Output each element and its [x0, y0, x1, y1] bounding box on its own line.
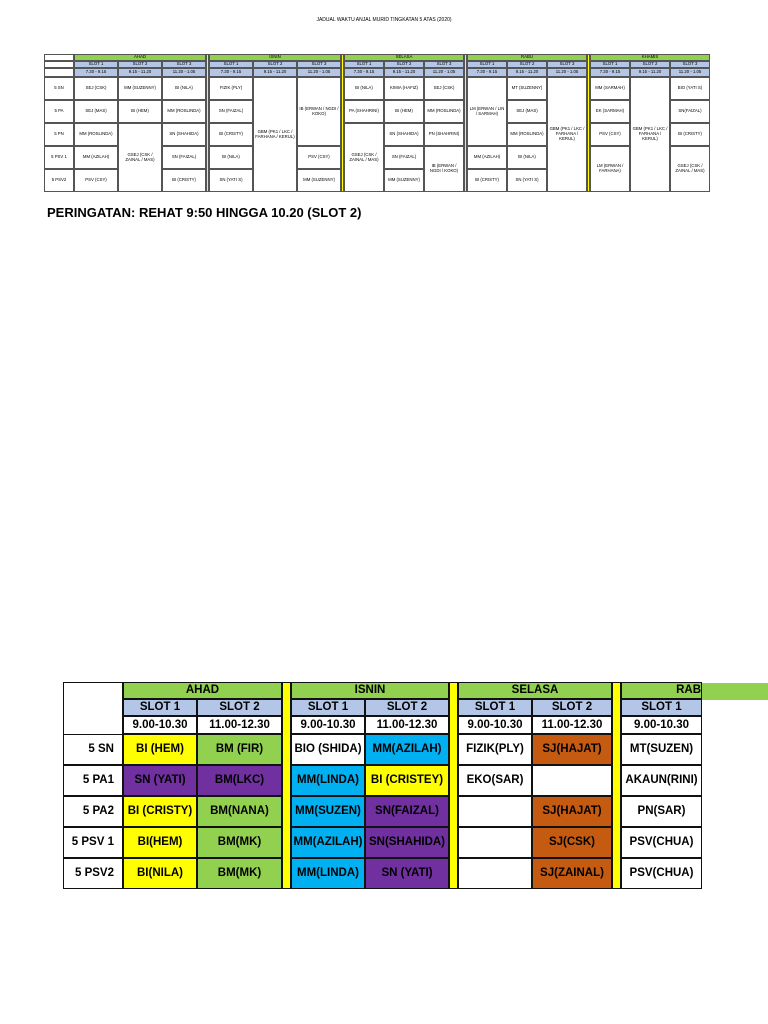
schedule-cell: LM (ERWAN / LIN / SARMAH) [467, 77, 507, 146]
slot-header: SLOT 3 [670, 61, 710, 68]
schedule-cell [458, 796, 532, 827]
schedule-cell: MM (ROSLINDA) [424, 100, 464, 123]
slot-header: SLOT 1 [590, 61, 630, 68]
schedule-cell: EKO(SAR) [458, 765, 532, 796]
schedule-cell: GBM (PK1 / LKC / FARHANA / KERUL) [630, 77, 670, 192]
time-header: 9.00-10.30 [123, 716, 197, 734]
schedule-cell: GSEJ (CSK / ZAINAL / MAS) [118, 123, 162, 192]
time-header: 7.30 - 9.15 [209, 68, 253, 77]
time-header: 7.30 - 9.15 [74, 68, 118, 77]
schedule-cell: FIZIK (PLY) [209, 77, 253, 100]
schedule-cell: SN(SHAHIDA) [365, 827, 449, 858]
schedule-cell: SN(FAIZAL) [365, 796, 449, 827]
schedule-cell: MM (SUZENNY) [384, 169, 424, 192]
class-label: 5 PA2 [63, 796, 123, 827]
schedule-cell: SN(FAIZAL) [670, 100, 710, 123]
day-header: RAB [621, 682, 702, 699]
slot-header: SLOT 1 [123, 699, 197, 716]
page-title: JADUAL WAKTU ANJAL MURID TINGKATAN 5 ATAS (2020) [316, 17, 452, 23]
slot-header: SLOT 2 [118, 61, 162, 68]
schedule-cell: EK (SARMAH) [590, 100, 630, 123]
schedule-cell: MM(SUZEN) [291, 796, 365, 827]
schedule-cell: MM (SUZENNY) [297, 169, 341, 192]
class-label: 5 PSV2 [63, 858, 123, 889]
schedule-cell: BI (NILA) [344, 77, 384, 100]
schedule-cell: BM(MK) [197, 827, 282, 858]
schedule-cell: SN (SHAHIDA) [384, 123, 424, 146]
slot-header: SLOT 2 [507, 61, 547, 68]
schedule-cell [532, 765, 612, 796]
schedule-cell: SN (FAIZAL) [162, 146, 206, 169]
slot-header: SLOT 1 [467, 61, 507, 68]
time-header: 11.20 - 1.05 [162, 68, 206, 77]
schedule-cell: BM(LKC) [197, 765, 282, 796]
time-header: 9.00-10.30 [291, 716, 365, 734]
corner-cell [63, 682, 123, 734]
schedule-cell: SN (FAIZAL) [384, 146, 424, 169]
schedule-cell: PN (SHAHRINI) [424, 123, 464, 146]
slot-header: SLOT 3 [424, 61, 464, 68]
class-label: 5 PN [44, 123, 74, 146]
schedule-cell: MT (SUZENNY) [507, 77, 547, 100]
corner-cell [44, 68, 74, 77]
schedule-cell: SEJ (CSK) [424, 77, 464, 100]
schedule-cell: FIZIK(PLY) [458, 734, 532, 765]
schedule-cell: PSV (CSY) [590, 123, 630, 146]
schedule-cell: BI (NILA) [209, 146, 253, 169]
slot-header: SLOT 2 [197, 699, 282, 716]
schedule-cell: SJ(HAJAT) [532, 796, 612, 827]
slot-header: SLOT 2 [253, 61, 297, 68]
schedule-cell [458, 858, 532, 889]
time-header: 9.15 - 11.20 [384, 68, 424, 77]
schedule-cell: BI (CRISTEY) [365, 765, 449, 796]
class-label: 5 PSV2 [44, 169, 74, 192]
schedule-cell: BI (HEM) [123, 734, 197, 765]
schedule-cell: IB (ERWAN / NGDI / KOKO) [424, 146, 464, 192]
schedule-cell: SN (FAIZAL) [209, 100, 253, 123]
schedule-cell: BM(MK) [197, 858, 282, 889]
class-label: 5 PA1 [63, 765, 123, 796]
time-header: 7.30 - 9.15 [590, 68, 630, 77]
schedule-cell: SJ(ZAINAL) [532, 858, 612, 889]
time-header: 9.00-10.30 [621, 716, 702, 734]
time-header: 9.00-10.30 [458, 716, 532, 734]
class-label: 5 SN [63, 734, 123, 765]
day-header: ISNIN [209, 54, 341, 61]
schedule-cell: BI (CRISTY) [670, 123, 710, 146]
schedule-cell: MM (SARMAH) [590, 77, 630, 100]
schedule-cell: MT(SUZEN) [621, 734, 702, 765]
time-header: 11.20 - 1.05 [297, 68, 341, 77]
corner-cell [44, 54, 74, 61]
day-header: AHAD [74, 54, 206, 61]
schedule-cell: MM(AZILAH) [365, 734, 449, 765]
day-separator [612, 682, 621, 889]
schedule-cell: MM (AZILAH) [74, 146, 118, 169]
slot-header: SLOT 3 [297, 61, 341, 68]
slot-header: SLOT 1 [344, 61, 384, 68]
schedule-cell: KIMIA (HAFIZ) [384, 77, 424, 100]
schedule-cell: LM (ERWAN / FARHANA) [590, 146, 630, 192]
timetable-large [63, 682, 702, 889]
schedule-cell: SN (YATI) [365, 858, 449, 889]
class-label: 5 PSV 1 [63, 827, 123, 858]
break-warning: PERINGATAN: REHAT 9:50 HINGGA 10.20 (SLOT 2) [47, 205, 362, 220]
day-header: KHAMIS [590, 54, 710, 61]
schedule-cell: PSV(CHUA) [621, 827, 702, 858]
schedule-cell: BI (CRISTY) [209, 123, 253, 146]
time-header: 9.15 - 11.20 [507, 68, 547, 77]
time-header: 11.00-12.30 [197, 716, 282, 734]
schedule-cell: GSEJ (CSK / ZAINAL / MAS) [670, 146, 710, 192]
schedule-cell: GBM (PK1 / LKC / FARHANA / KERUL) [547, 77, 587, 192]
schedule-cell: MM(AZILAH) [291, 827, 365, 858]
time-header: 9.15 - 11.20 [118, 68, 162, 77]
schedule-cell: BM(NANA) [197, 796, 282, 827]
day-header: RABU [467, 54, 587, 61]
time-header: 9.15 - 11.20 [630, 68, 670, 77]
schedule-cell: GSEJ (CSK / ZAINAL / MAS) [344, 123, 384, 192]
schedule-cell: SN (YATI S) [507, 169, 547, 192]
schedule-cell: MM (ROSLINDA) [507, 123, 547, 146]
slot-header: SLOT 2 [365, 699, 449, 716]
schedule-cell: BI (NILA) [507, 146, 547, 169]
slot-header: SLOT 2 [532, 699, 612, 716]
day-separator [449, 682, 458, 889]
schedule-cell: MM(LINDA) [291, 765, 365, 796]
time-header: 11.00-12.30 [532, 716, 612, 734]
day-header: AHAD [123, 682, 282, 699]
schedule-cell: SEJ (CSK) [74, 77, 118, 100]
timetable-small [44, 54, 710, 192]
slot-header: SLOT 2 [630, 61, 670, 68]
slot-header: SLOT 1 [458, 699, 532, 716]
schedule-cell: SJ(CSK) [532, 827, 612, 858]
schedule-cell: BI (HEM) [384, 100, 424, 123]
slot-header: SLOT 3 [162, 61, 206, 68]
schedule-cell: AKAUN(RINI) [621, 765, 702, 796]
schedule-cell [458, 827, 532, 858]
time-header: 7.30 - 9.15 [467, 68, 507, 77]
schedule-cell: MM (AZILAH) [467, 146, 507, 169]
schedule-cell: IB (ERWAN / NGDI / KOKO) [297, 77, 341, 146]
schedule-cell: PSV(CHUA) [621, 858, 702, 889]
schedule-cell: PN(SAR) [621, 796, 702, 827]
day-header: SELASA [458, 682, 612, 699]
schedule-cell: PSV (CSY) [74, 169, 118, 192]
slot-header: SLOT 3 [547, 61, 587, 68]
schedule-cell: MM (SUZENNY) [118, 77, 162, 100]
slot-header: SLOT 1 [291, 699, 365, 716]
class-label: 5 SN [44, 77, 74, 100]
schedule-cell: SN (YATI S) [209, 169, 253, 192]
schedule-cell: SJ(HAJAT) [532, 734, 612, 765]
schedule-cell: SEJ (MAS) [507, 100, 547, 123]
schedule-cell: PSV (CSY) [297, 146, 341, 169]
slot-header: SLOT 2 [384, 61, 424, 68]
time-header: 7.30 - 9.15 [344, 68, 384, 77]
schedule-cell: BI (NILA) [162, 77, 206, 100]
schedule-cell: BI(HEM) [123, 827, 197, 858]
schedule-cell: MM (ROSLINDA) [162, 100, 206, 123]
day-header: ISNIN [291, 682, 449, 699]
time-header: 11.20 - 1.05 [547, 68, 587, 77]
schedule-cell: BI (CRISTY) [123, 796, 197, 827]
day-separator [282, 682, 291, 889]
schedule-cell: BI(NILA) [123, 858, 197, 889]
schedule-cell: PA (SHAHRINI) [344, 100, 384, 123]
schedule-cell: SN (SHAHIDA) [162, 123, 206, 146]
schedule-cell: MM(LINDA) [291, 858, 365, 889]
schedule-cell: SN (YATI) [123, 765, 197, 796]
slot-header: SLOT 1 [209, 61, 253, 68]
class-label: 5 PSV 1 [44, 146, 74, 169]
slot-header: SLOT 1 [74, 61, 118, 68]
time-header: 9.15 - 11.20 [253, 68, 297, 77]
schedule-cell: BI (CRISTY) [467, 169, 507, 192]
schedule-cell: BIO (YATI S) [670, 77, 710, 100]
schedule-cell: BM (FIR) [197, 734, 282, 765]
schedule-cell: BI (HEM) [118, 100, 162, 123]
day-header: SELASA [344, 54, 464, 61]
slot-header: SLOT 1 [621, 699, 702, 716]
time-header: 11.20 - 1.05 [670, 68, 710, 77]
schedule-cell: GBM (PK1 / LKC / FARHANA / KERUL) [253, 77, 297, 192]
time-header: 11.00-12.30 [365, 716, 449, 734]
schedule-cell: MM (ROSLINDA) [74, 123, 118, 146]
day-header-extension [696, 683, 768, 700]
time-header: 11.20 - 1.05 [424, 68, 464, 77]
class-label: 5 PA [44, 100, 74, 123]
schedule-cell: SEJ (MAS) [74, 100, 118, 123]
schedule-cell: BI (CRISTY) [162, 169, 206, 192]
corner-cell [44, 61, 74, 68]
schedule-cell: BIO (SHIDA) [291, 734, 365, 765]
